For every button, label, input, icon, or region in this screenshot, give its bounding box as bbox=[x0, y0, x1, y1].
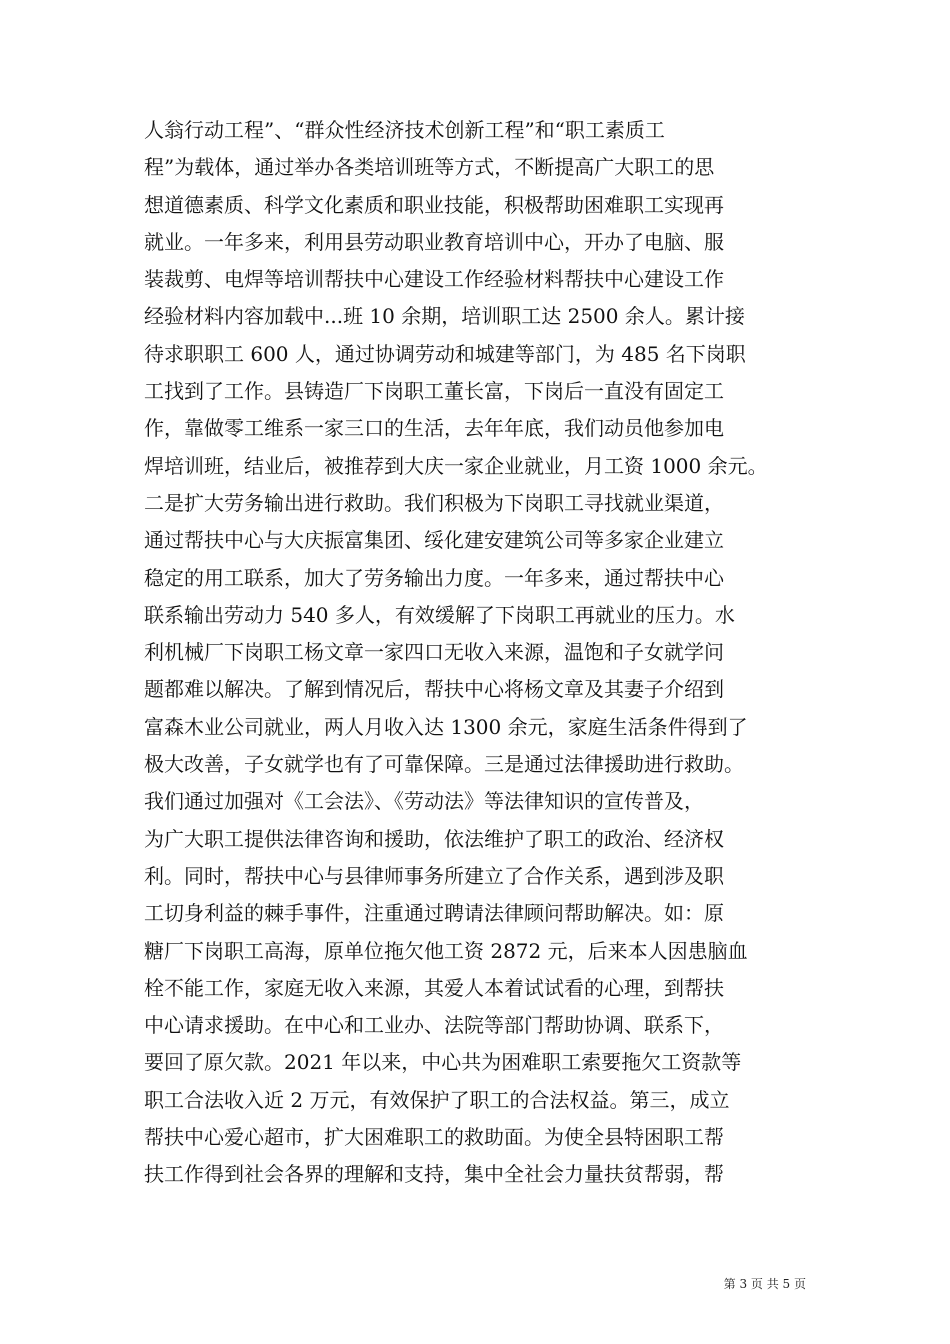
body-line-2: 程”为载体，通过举办各类培训班等方式，不断提高广大职工的思 bbox=[144, 155, 715, 180]
body-line-11: 二是扩大劳务输出进行救助。我们积极为下岗职工寻找就业渠道， bbox=[144, 490, 724, 515]
body-line-21: 利。同时，帮扶中心与县律师事务所建立了合作关系，遇到涉及职 bbox=[144, 863, 724, 888]
body-line-16: 题都难以解决。了解到情况后，帮扶中心将杨文章及其妻子介绍到 bbox=[144, 677, 724, 702]
body-line-29: 扶工作得到社会各界的理解和支持，集中全社会力量扶贫帮弱，帮 bbox=[144, 1162, 724, 1187]
body-line-23: 糖厂下岗职工高海，原单位拖欠他工资 2872 元，后来本人因患脑血 bbox=[144, 938, 748, 963]
body-line-26: 要回了原欠款。2021 年以来，中心共为困难职工索要拖欠工资款等 bbox=[144, 1050, 742, 1075]
body-line-24: 栓不能工作，家庭无收入来源，其爱人本着试试看的心理，到帮扶 bbox=[144, 975, 724, 1000]
body-line-12: 通过帮扶中心与大庆振富集团、绥化建安建筑公司等多家企业建立 bbox=[144, 528, 724, 553]
body-line-13: 稳定的用工联系，加大了劳务输出力度。一年多来，通过帮扶中心 bbox=[144, 565, 724, 590]
body-line-14: 联系输出劳动力 540 多人，有效缓解了下岗职工再就业的压力。水 bbox=[144, 602, 735, 627]
body-line-22: 工切身利益的棘手事件，注重通过聘请法律顾问帮助解决。如：原 bbox=[144, 901, 724, 926]
body-line-10: 焊培训班，结业后，被推荐到大庆一家企业就业，月工资 1000 余元。 bbox=[144, 453, 768, 478]
body-line-15: 利机械厂下岗职工杨文章一家四口无收入来源，温饱和子女就学问 bbox=[144, 640, 724, 665]
body-line-27: 职工合法收入近 2 万元，有效保护了职工的合法权益。第三，成立 bbox=[144, 1087, 730, 1112]
body-line-7: 待求职职工 600 人，通过协调劳动和城建等部门，为 485 名下岗职 bbox=[144, 341, 746, 366]
body-line-3: 想道德素质、科学文化素质和职业技能，积极帮助困难职工实现再 bbox=[144, 192, 724, 217]
body-line-1: 人翁行动工程”、“群众性经济技术创新工程”和“职工素质工 bbox=[144, 118, 665, 142]
document-body bbox=[144, 112, 816, 1194]
body-line-20: 为广大职工提供法律咨询和援助，依法维护了职工的政治、经济权 bbox=[144, 826, 724, 851]
body-line-25: 中心请求援助。在中心和工业办、法院等部门帮助协调、联系下， bbox=[144, 1013, 724, 1038]
body-line-4: 就业。一年多来，利用县劳动职业教育培训中心，开办了电脑、服 bbox=[144, 229, 724, 254]
page-number-footer: 第 3 页 共 5 页 bbox=[723, 1277, 806, 1291]
body-line-5: 装裁剪、电焊等培训帮扶中心建设工作经验材料帮扶中心建设工作 bbox=[144, 267, 724, 292]
body-line-17: 富森木业公司就业，两人月收入达 1300 余元，家庭生活条件得到了 bbox=[144, 714, 748, 739]
body-line-8: 工找到了工作。县铸造厂下岗职工董长富，下岗后一直没有固定工 bbox=[144, 379, 724, 404]
body-line-18: 极大改善，子女就学也有了可靠保障。三是通过法律援助进行救助。 bbox=[144, 752, 744, 777]
body-line-19: 我们通过加强对《工会法》、《劳动法》等法律知识的宣传普及， bbox=[144, 789, 704, 814]
body-line-6: 经验材料内容加载中...班 10 余期，培训职工达 2500 余人。累计接 bbox=[144, 304, 745, 329]
body-line-28: 帮扶中心爱心超市，扩大困难职工的救助面。为使全县特困职工帮 bbox=[144, 1125, 724, 1150]
body-line-9: 作，靠做零工维系一家三口的生活，去年年底，我们动员他参加电 bbox=[144, 416, 724, 441]
